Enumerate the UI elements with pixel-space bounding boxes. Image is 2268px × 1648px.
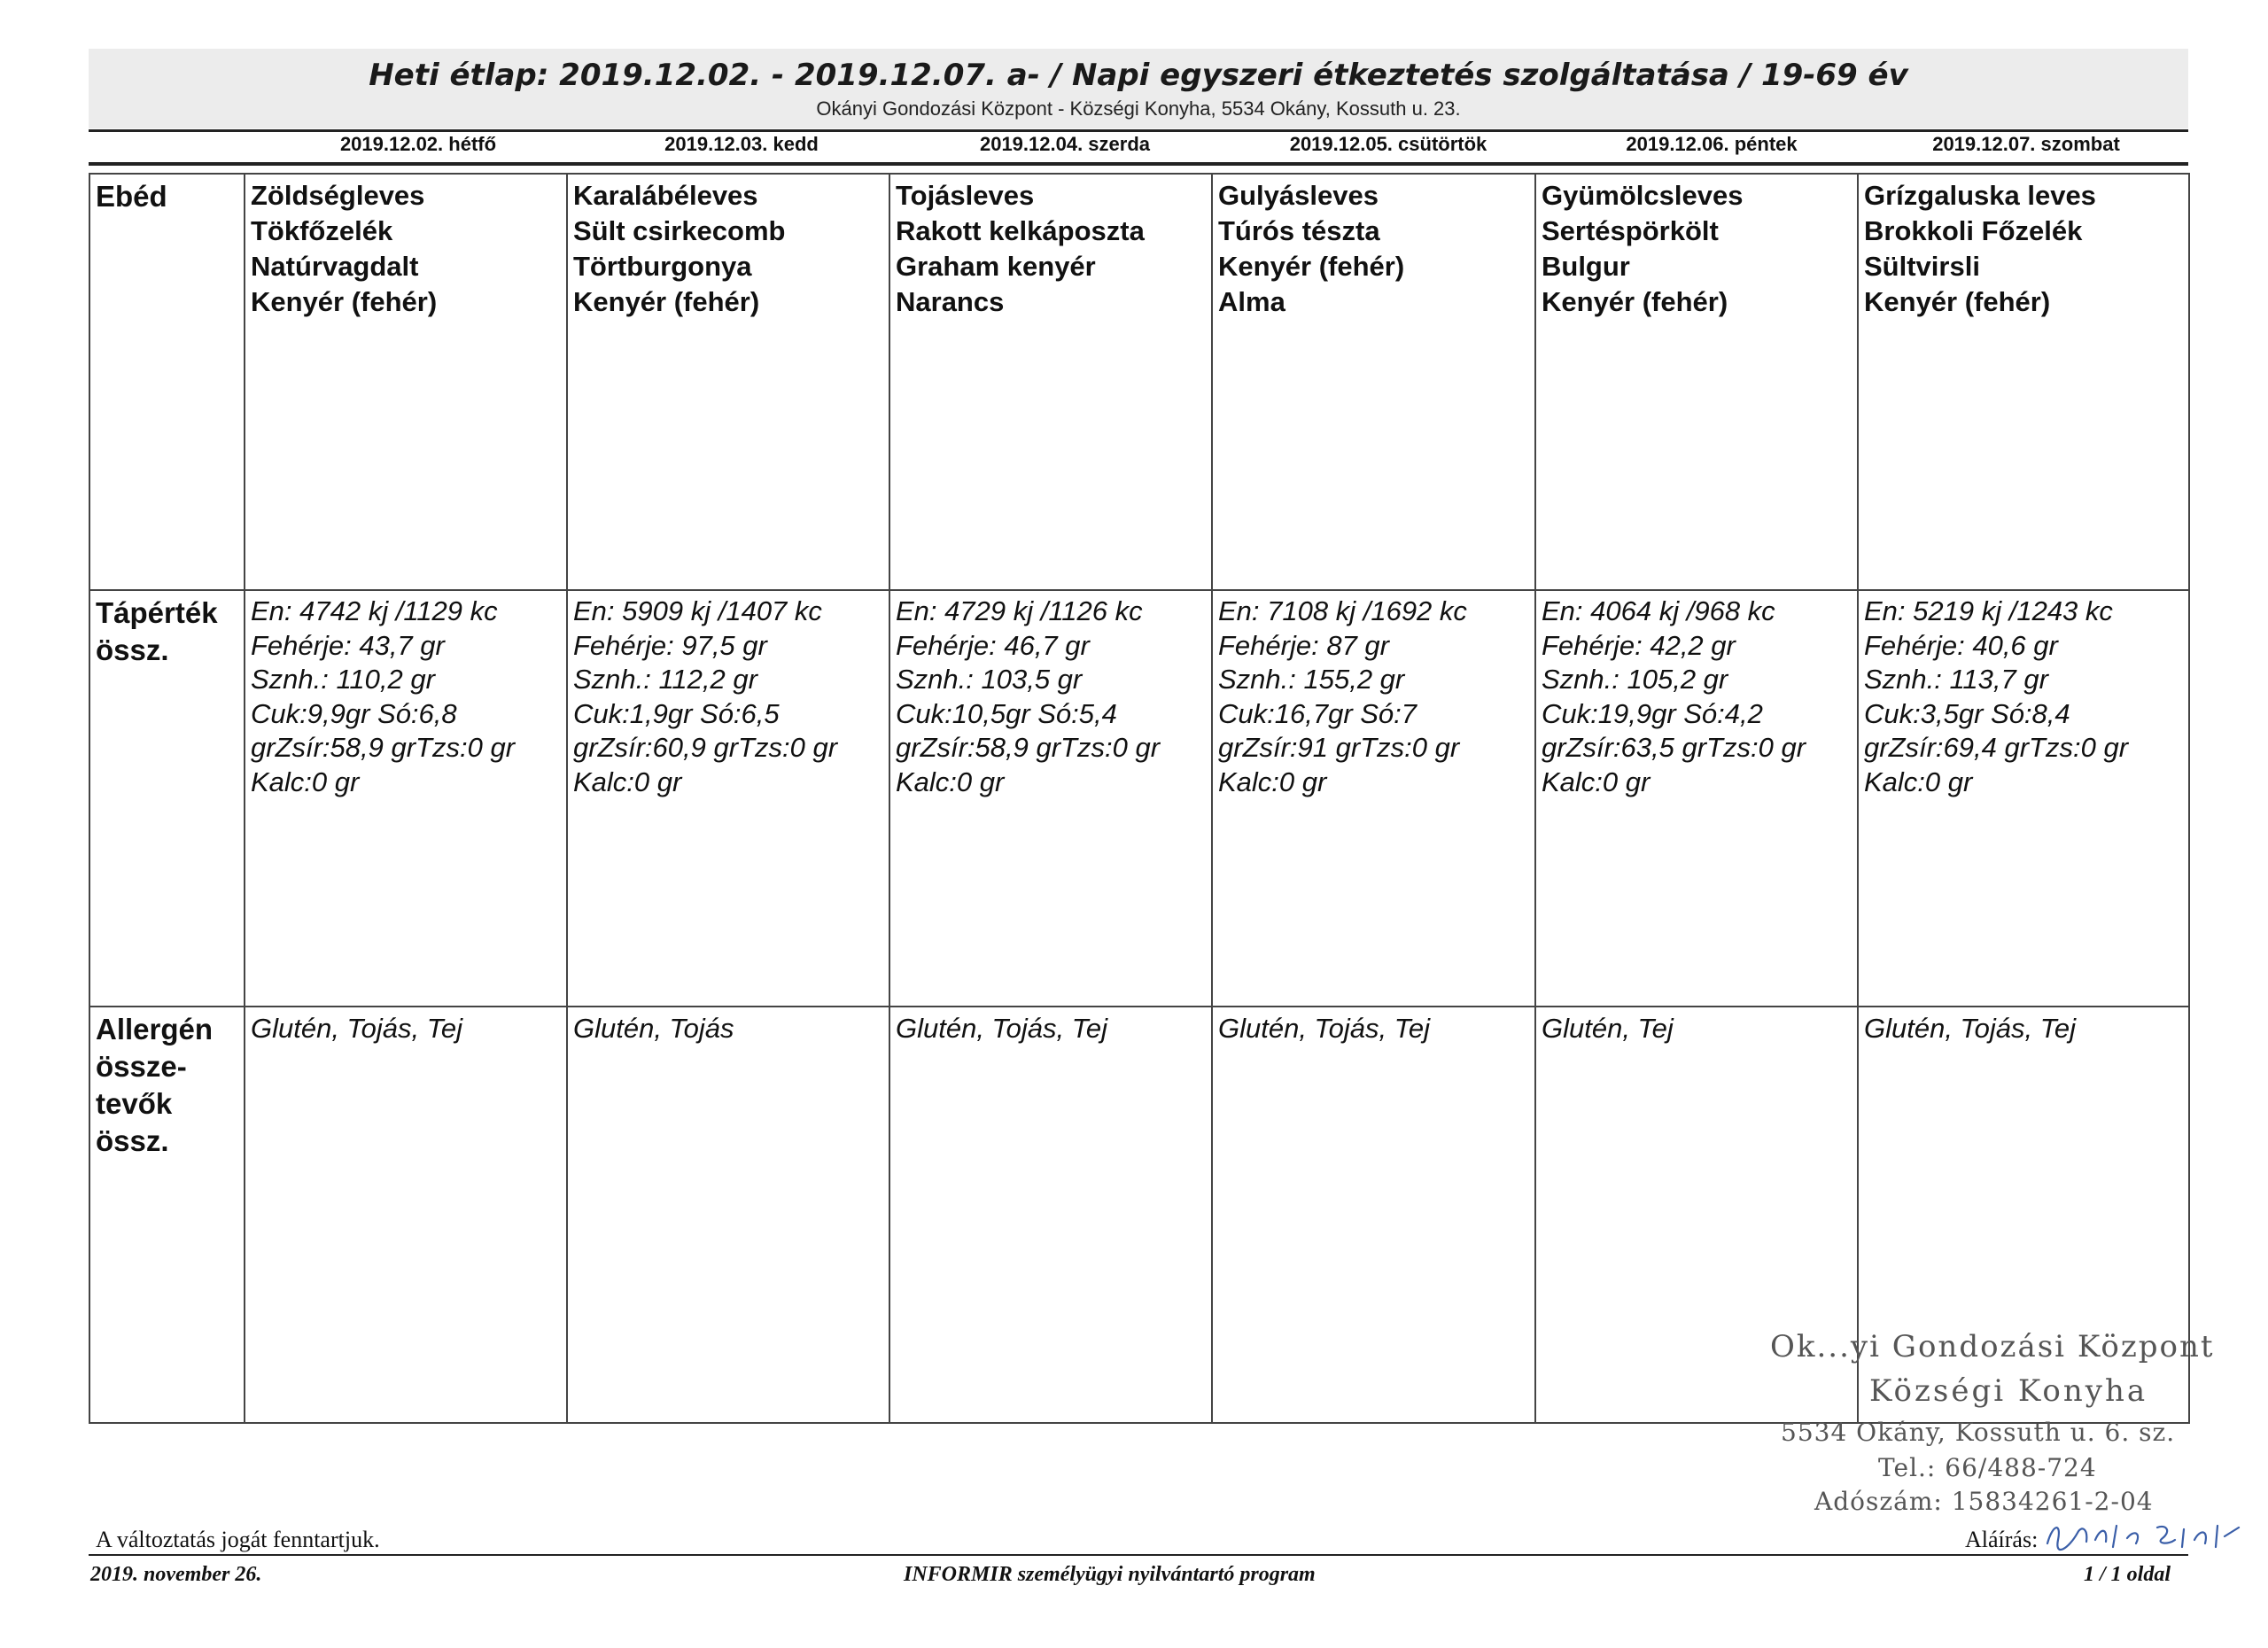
nutrition-line: Cuk:10,5gr Só:5,4	[896, 697, 1117, 729]
nutrition-cell	[567, 590, 889, 1007]
nutrition-line: Cuk:19,9gr Só:4,2	[1542, 697, 1763, 729]
dish: Gulyásleves	[1218, 180, 1379, 211]
nutrition-line: En: 4742 kj /1129 kc	[251, 595, 498, 626]
institution-stamp	[1763, 1329, 2224, 1524]
nutrition-line: Fehérje: 46,7 gr	[896, 629, 1090, 661]
nutrition-line: grZsír:63,5 grTzs:0 gr	[1542, 732, 1806, 763]
dish: Graham kenyér	[896, 251, 1096, 282]
nutrition-line: Cuk:3,5gr Só:8,4	[1864, 697, 2070, 729]
stamp-line: Községi Konyha	[1869, 1373, 2148, 1409]
dish: Törtburgonya	[573, 251, 752, 282]
row-label-allergen: Allergén össze- tevők össz.	[89, 1007, 245, 1423]
nutrition-line: Kalc:0 gr	[896, 766, 1005, 797]
nutrition-row	[89, 590, 2189, 1007]
dish: Kenyér (fehér)	[1542, 286, 1728, 317]
date-header-row	[89, 133, 2188, 158]
stamp-line: Ok...yi Gondozási Központ	[1770, 1329, 2215, 1364]
lunch-cell	[567, 174, 889, 590]
allergen-list: Glutén, Tojás	[573, 1013, 734, 1044]
dish: Gyümölcsleves	[1542, 180, 1744, 211]
signature-label: Aláírás:	[1965, 1527, 2039, 1552]
nutrition-line: grZsír:91 grTzs:0 gr	[1218, 732, 1460, 763]
dish: Sült csirkecomb	[573, 215, 786, 246]
dish: Grízgaluska leves	[1864, 180, 2096, 211]
nutrition-cell	[1535, 590, 1858, 1007]
page-subtitle: Okányi Gondozási Központ - Községi Konyha, 5534 Okány, Kossuth u. 23.	[816, 97, 1461, 120]
lunch-cell	[245, 174, 567, 590]
nutrition-line: Sznh.: 113,7 gr	[1864, 664, 2048, 695]
nutrition-line: Sznh.: 103,5 gr	[896, 664, 1083, 695]
day-date: 2019.12.07. szombat	[1932, 133, 2120, 155]
nutrition-line: grZsír:58,9 grTzs:0 gr	[896, 732, 1161, 763]
page-number: 1 / 1 oldal	[2084, 1563, 2171, 1586]
dish: Sültvirsli	[1864, 251, 1980, 282]
day-date: 2019.12.03. kedd	[664, 133, 819, 155]
dish: Túrós tészta	[1218, 215, 1380, 246]
nutrition-line: Fehérje: 40,6 gr	[1864, 629, 2058, 661]
handwritten-signature	[2042, 1517, 2246, 1552]
nutrition-line: Cuk:1,9gr Só:6,5	[573, 697, 780, 729]
nutrition-line: En: 4064 kj /968 kc	[1542, 595, 1775, 626]
day-date: 2019.12.05. csütörtök	[1289, 133, 1487, 155]
nutrition-line: Sznh.: 105,2 gr	[1542, 664, 1728, 695]
dish: Brokkoli Főzelék	[1864, 215, 2083, 246]
footer-rule	[89, 1554, 2188, 1556]
dish: Zöldségleves	[251, 180, 425, 211]
allergen-list: Glutén, Tojás, Tej	[251, 1013, 462, 1044]
lunch-row	[89, 174, 2189, 590]
stamp-line: 5534 Okány, Kossuth u. 6. sz.	[1781, 1418, 2176, 1447]
nutrition-line: Fehérje: 42,2 gr	[1542, 629, 1736, 661]
allergen-cell	[889, 1007, 1212, 1423]
page-title: Heti étlap: 2019.12.02. - 2019.12.07. a- / Napi egyszeri étkeztetés szolgáltatása / 19-69 év	[369, 58, 1908, 93]
nutrition-line: Kalc:0 gr	[1218, 766, 1327, 797]
lunch-cell	[1535, 174, 1858, 590]
dish: Rakott kelkáposzta	[896, 215, 1145, 246]
program-name: INFORMIR személyügyi nyilvántartó program	[904, 1563, 1316, 1586]
nutrition-line: En: 5219 kj /1243 kc	[1864, 595, 2113, 626]
nutrition-line: Fehérje: 43,7 gr	[251, 629, 445, 661]
nutrition-line: grZsír:69,4 grTzs:0 gr	[1864, 732, 2129, 763]
nutrition-line: Sznh.: 155,2 gr	[1218, 664, 1405, 695]
allergen-list: Glutén, Tojás, Tej	[1864, 1013, 2076, 1044]
dish: Bulgur	[1542, 251, 1630, 282]
day-date: 2019.12.06. péntek	[1626, 133, 1798, 155]
nutrition-line: Kalc:0 gr	[251, 766, 360, 797]
dish: Narancs	[896, 286, 1005, 317]
nutrition-line: grZsír:60,9 grTzs:0 gr	[573, 732, 838, 763]
date-rule	[89, 162, 2188, 166]
row-label-lunch: Ebéd	[89, 174, 245, 590]
stamp-line: Adószám: 15834261-2-04	[1814, 1487, 2154, 1516]
nutrition-cell	[1212, 590, 1535, 1007]
nutrition-line: Sznh.: 112,2 gr	[573, 664, 757, 695]
dish: Natúrvagdalt	[251, 251, 419, 282]
print-date: 2019. november 26.	[90, 1563, 262, 1586]
nutrition-line: Kalc:0 gr	[1864, 766, 1973, 797]
nutrition-cell	[889, 590, 1212, 1007]
row-label-nutrition: Tápérték össz.	[89, 590, 245, 1007]
dish: Kenyér (fehér)	[573, 286, 760, 317]
nutrition-line: Kalc:0 gr	[1542, 766, 1651, 797]
nutrition-line: Sznh.: 110,2 gr	[251, 664, 435, 695]
nutrition-cell	[1858, 590, 2189, 1007]
nutrition-line: Cuk:9,9gr Só:6,8	[251, 697, 457, 729]
allergen-cell	[1212, 1007, 1535, 1423]
dish: Kenyér (fehér)	[1864, 286, 2051, 317]
allergen-cell	[567, 1007, 889, 1423]
header-rule	[89, 129, 2188, 132]
dish: Karalábéleves	[573, 180, 758, 211]
disclaimer-text: A változtatás jogát fenntartjuk.	[96, 1527, 380, 1552]
dish: Kenyér (fehér)	[251, 286, 438, 317]
nutrition-line: Fehérje: 87 gr	[1218, 629, 1389, 661]
day-date: 2019.12.02. hétfő	[339, 133, 497, 155]
allergen-list: Glutén, Tej	[1542, 1013, 1674, 1044]
nutrition-line: En: 5909 kj /1407 kc	[573, 595, 822, 626]
dish: Kenyér (fehér)	[1218, 251, 1405, 282]
lunch-cell	[1212, 174, 1535, 590]
nutrition-line: Cuk:16,7gr Só:7	[1218, 697, 1418, 729]
dish: Alma	[1218, 286, 1285, 317]
day-date: 2019.12.04. szerda	[979, 133, 1151, 155]
lunch-cell	[889, 174, 1212, 590]
nutrition-line: Fehérje: 97,5 gr	[573, 629, 767, 661]
nutrition-cell	[245, 590, 567, 1007]
stamp-line: Tel.: 66/488-724	[1878, 1453, 2097, 1482]
allergen-list: Glutén, Tojás, Tej	[896, 1013, 1107, 1044]
nutrition-line: En: 7108 kj /1692 kc	[1218, 595, 1467, 626]
lunch-cell	[1858, 174, 2189, 590]
dish: Tojásleves	[896, 180, 1035, 211]
allergen-list: Glutén, Tojás, Tej	[1218, 1013, 1430, 1044]
weekly-menu-table	[89, 173, 2190, 1424]
nutrition-line: grZsír:58,9 grTzs:0 gr	[251, 732, 516, 763]
dish: Tökfőzelék	[251, 215, 393, 246]
nutrition-line: Kalc:0 gr	[573, 766, 682, 797]
dish: Sertéspörkölt	[1542, 215, 1719, 246]
allergen-cell	[245, 1007, 567, 1423]
nutrition-line: En: 4729 kj /1126 kc	[896, 595, 1143, 626]
